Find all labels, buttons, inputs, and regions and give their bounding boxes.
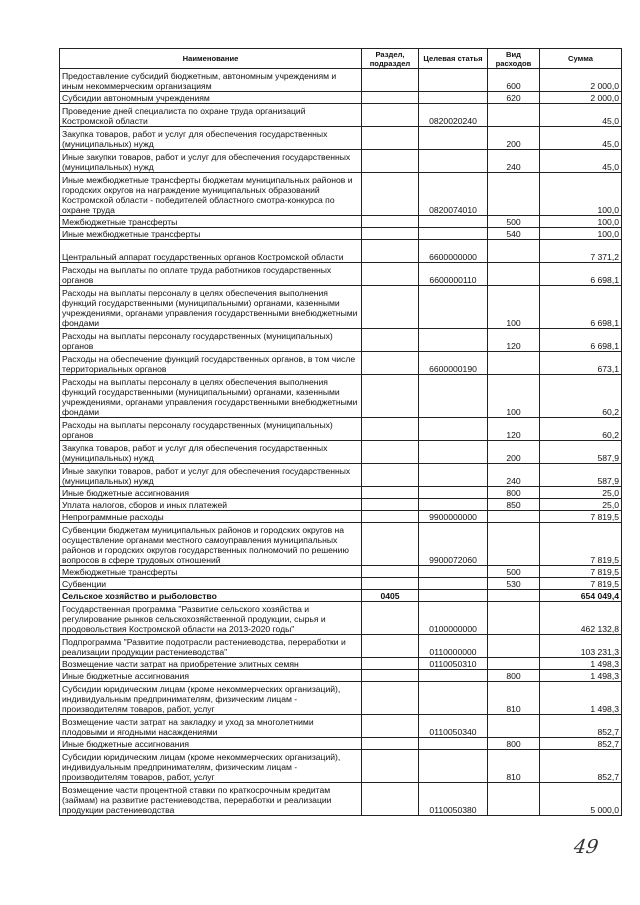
cell-name: Расходы на выплаты персоналу в целях обеспечения выполнения функций государственными (муниципальными) органами, казенными учреждениями, органами управления государственными внебюджетными фондами: [60, 375, 362, 418]
cell-sum: 2 000,0: [540, 69, 622, 92]
cell-target: [419, 738, 488, 750]
cell-target: 9900072060: [419, 523, 488, 566]
cell-kind: 500: [488, 566, 540, 578]
cell-target: [419, 228, 488, 240]
cell-section: [362, 92, 419, 104]
cell-sum: 2 000,0: [540, 92, 622, 104]
cell-sum: 852,7: [540, 750, 622, 783]
cell-section: [362, 375, 419, 418]
table-row: [60, 590, 622, 602]
table-row: [60, 738, 622, 750]
cell-target: [419, 499, 488, 511]
cell-kind: 100: [488, 375, 540, 418]
cell-sum: 5 000,0: [540, 783, 622, 816]
table-header-row: [60, 49, 622, 69]
cell-sum: 587,9: [540, 464, 622, 487]
cell-name: Иные бюджетные ассигнования: [60, 670, 362, 682]
cell-name: Закупка товаров, работ и услуг для обеспечения государственных (муниципальных) нужд: [60, 127, 362, 150]
table-row: [60, 511, 622, 523]
cell-section: [362, 602, 419, 635]
cell-kind: 810: [488, 750, 540, 783]
table-row: [60, 783, 622, 816]
table-row: [60, 418, 622, 441]
cell-section: [362, 682, 419, 715]
cell-sum: 7 819,5: [540, 566, 622, 578]
cell-name: Иные межбюджетные трансферты: [60, 228, 362, 240]
cell-name: Государственная программа "Развитие сельского хозяйства и регулирование рынков сельскохозяйственной продукции, сырья и продовольствия Костромской области на 2013-2020 годы": [60, 602, 362, 635]
cell-target: 0100000000: [419, 602, 488, 635]
page-number: 49: [572, 836, 600, 858]
cell-sum: 6 698,1: [540, 286, 622, 329]
cell-name: Субвенции: [60, 578, 362, 590]
cell-section: [362, 750, 419, 783]
table-row: [60, 375, 622, 418]
cell-target: [419, 487, 488, 499]
table-row: [60, 715, 622, 738]
cell-name: Возмещение части затрат на приобретение элитных семян: [60, 658, 362, 670]
cell-target: 6600000110: [419, 263, 488, 286]
table-row: [60, 216, 622, 228]
cell-section: [362, 104, 419, 127]
cell-kind: 500: [488, 216, 540, 228]
table-row: [60, 523, 622, 566]
table-row: [60, 441, 622, 464]
cell-name: Расходы на выплаты по оплате труда работников государственных органов: [60, 263, 362, 286]
cell-section: [362, 464, 419, 487]
budget-table: [59, 48, 622, 816]
cell-sum: 1 498,3: [540, 682, 622, 715]
cell-sum: 1 498,3: [540, 658, 622, 670]
cell-target: 0110050340: [419, 715, 488, 738]
cell-name: Иные закупки товаров, работ и услуг для обеспечения государственных (муниципальных) нужд: [60, 150, 362, 173]
table-row: [60, 69, 622, 92]
cell-target: 6600000000: [419, 240, 488, 263]
cell-target: 0820020240: [419, 104, 488, 127]
cell-section: [362, 578, 419, 590]
table-row: [60, 104, 622, 127]
cell-name: Уплата налогов, сборов и иных платежей: [60, 499, 362, 511]
cell-name: Иные бюджетные ассигнования: [60, 487, 362, 499]
cell-section: [362, 635, 419, 658]
cell-name: Расходы на выплаты персоналу в целях обеспечения выполнения функций государственными (муниципальными) органами, казенными учреждениями, органами управления государственными внебюджетными фондами: [60, 286, 362, 329]
cell-kind: 200: [488, 441, 540, 464]
cell-kind: 530: [488, 578, 540, 590]
cell-sum: 100,0: [540, 216, 622, 228]
cell-kind: 800: [488, 738, 540, 750]
cell-target: [419, 418, 488, 441]
cell-section: [362, 418, 419, 441]
header-section: Раздел, подраздел: [362, 49, 419, 69]
cell-name: Проведение дней специалиста по охране труда организаций Костромской области: [60, 104, 362, 127]
cell-sum: 100,0: [540, 228, 622, 240]
cell-sum: 25,0: [540, 487, 622, 499]
cell-name: Иные межбюджетные трансферты бюджетам муниципальных районов и городских округов на награждение муниципальных образований Костромской области - победителей областного смотра-конкурса по охране труда: [60, 173, 362, 216]
cell-section: [362, 441, 419, 464]
cell-section: [362, 228, 419, 240]
cell-target: [419, 92, 488, 104]
cell-section: [362, 352, 419, 375]
cell-kind: [488, 173, 540, 216]
cell-sum: 25,0: [540, 499, 622, 511]
cell-kind: 100: [488, 286, 540, 329]
cell-target: [419, 750, 488, 783]
cell-target: [419, 375, 488, 418]
cell-kind: [488, 104, 540, 127]
cell-section: [362, 69, 419, 92]
cell-sum: 7 819,5: [540, 578, 622, 590]
cell-kind: [488, 715, 540, 738]
cell-sum: 45,0: [540, 150, 622, 173]
cell-section: [362, 783, 419, 816]
cell-name: Расходы на выплаты персоналу государственных (муниципальных) органов: [60, 329, 362, 352]
cell-section: [362, 216, 419, 228]
cell-kind: 810: [488, 682, 540, 715]
cell-target: [419, 566, 488, 578]
cell-target: [419, 464, 488, 487]
cell-sum: 103 231,3: [540, 635, 622, 658]
cell-section: [362, 670, 419, 682]
cell-target: 0110050380: [419, 783, 488, 816]
cell-kind: 800: [488, 487, 540, 499]
header-target: Целевая статья: [419, 49, 488, 69]
cell-section: [362, 127, 419, 150]
cell-kind: [488, 263, 540, 286]
table-row: [60, 499, 622, 511]
cell-target: [419, 329, 488, 352]
cell-kind: [488, 511, 540, 523]
cell-name: Субсидии автономным учреждениям: [60, 92, 362, 104]
cell-sum: 852,7: [540, 715, 622, 738]
cell-kind: [488, 352, 540, 375]
table-row: [60, 329, 622, 352]
cell-kind: 240: [488, 464, 540, 487]
cell-section: [362, 286, 419, 329]
cell-kind: [488, 590, 540, 602]
cell-target: [419, 682, 488, 715]
cell-target: [419, 590, 488, 602]
cell-sum: 587,9: [540, 441, 622, 464]
cell-section: [362, 150, 419, 173]
cell-target: [419, 286, 488, 329]
cell-section: [362, 738, 419, 750]
table-row: [60, 670, 622, 682]
cell-section: [362, 487, 419, 499]
cell-sum: 100,0: [540, 173, 622, 216]
table-row: [60, 263, 622, 286]
table-row: [60, 286, 622, 329]
table-row: [60, 658, 622, 670]
cell-target: 0820074010: [419, 173, 488, 216]
cell-name: Центральный аппарат государственных органов Костромской области: [60, 240, 362, 263]
cell-kind: [488, 635, 540, 658]
cell-section: 0405: [362, 590, 419, 602]
cell-kind: [488, 783, 540, 816]
cell-sum: 6 698,1: [540, 329, 622, 352]
table-row: [60, 635, 622, 658]
cell-sum: 6 698,1: [540, 263, 622, 286]
table-row: [60, 602, 622, 635]
cell-target: [419, 670, 488, 682]
cell-sum: 45,0: [540, 104, 622, 127]
cell-kind: [488, 240, 540, 263]
table-row: [60, 150, 622, 173]
cell-target: [419, 578, 488, 590]
cell-target: [419, 216, 488, 228]
cell-kind: [488, 658, 540, 670]
cell-section: [362, 566, 419, 578]
cell-name: Межбюджетные трансферты: [60, 566, 362, 578]
cell-section: [362, 658, 419, 670]
cell-target: 6600000190: [419, 352, 488, 375]
cell-name: Непрограммные расходы: [60, 511, 362, 523]
cell-kind: 540: [488, 228, 540, 240]
cell-sum: 60,2: [540, 418, 622, 441]
cell-kind: 600: [488, 69, 540, 92]
table-row: [60, 228, 622, 240]
cell-section: [362, 329, 419, 352]
cell-name: Субвенции бюджетам муниципальных районов и городских округов на осуществление органами местного самоуправления муниципальных районов и городских округов государственных полномочий по решению вопросов в сфере трудовых отношений: [60, 523, 362, 566]
cell-name: Сельское хозяйство и рыболовство: [60, 590, 362, 602]
table-row: [60, 92, 622, 104]
cell-kind: 120: [488, 329, 540, 352]
cell-target: 9900000000: [419, 511, 488, 523]
cell-name: Расходы на выплаты персоналу государственных (муниципальных) органов: [60, 418, 362, 441]
cell-target: [419, 127, 488, 150]
cell-name: Расходы на обеспечение функций государственных органов, в том числе территориальных органов: [60, 352, 362, 375]
cell-section: [362, 240, 419, 263]
table-row: [60, 127, 622, 150]
cell-kind: [488, 602, 540, 635]
cell-sum: 7 371,2: [540, 240, 622, 263]
table-row: [60, 750, 622, 783]
cell-sum: 852,7: [540, 738, 622, 750]
cell-target: [419, 69, 488, 92]
cell-name: Подпрограмма "Развитие подотрасли растениеводства, переработки и реализации продукции растениеводства": [60, 635, 362, 658]
cell-section: [362, 523, 419, 566]
table-row: [60, 464, 622, 487]
table-row: [60, 352, 622, 375]
cell-target: [419, 441, 488, 464]
cell-section: [362, 715, 419, 738]
cell-section: [362, 173, 419, 216]
cell-kind: 850: [488, 499, 540, 511]
cell-kind: 620: [488, 92, 540, 104]
cell-sum: 673,1: [540, 352, 622, 375]
cell-name: Предоставление субсидий бюджетным, автономным учреждениям и иным некоммерческим организациям: [60, 69, 362, 92]
cell-section: [362, 263, 419, 286]
cell-name: Закупка товаров, работ и услуг для обеспечения государственных (муниципальных) нужд: [60, 441, 362, 464]
cell-name: Субсидии юридическим лицам (кроме некоммерческих организаций), индивидуальным предпринимателям, физическим лицам - производителям товаров, работ, услуг: [60, 682, 362, 715]
cell-name: Иные бюджетные ассигнования: [60, 738, 362, 750]
cell-name: Возмещение части затрат на закладку и уход за многолетними плодовыми и ягодными насаждениями: [60, 715, 362, 738]
cell-sum: 60,2: [540, 375, 622, 418]
header-kind: Вид расходов: [488, 49, 540, 69]
cell-target: 0110050310: [419, 658, 488, 670]
cell-kind: 200: [488, 127, 540, 150]
table-row: [60, 682, 622, 715]
cell-name: Возмещение части процентной ставки по краткосрочным кредитам (займам) на развитие растениеводства, переработки и реализации продукции растениеводства: [60, 783, 362, 816]
cell-target: 0110000000: [419, 635, 488, 658]
cell-kind: 800: [488, 670, 540, 682]
cell-sum: 45,0: [540, 127, 622, 150]
cell-kind: 240: [488, 150, 540, 173]
cell-sum: 7 819,5: [540, 511, 622, 523]
cell-sum: 1 498,3: [540, 670, 622, 682]
cell-name: Иные закупки товаров, работ и услуг для обеспечения государственных (муниципальных) нужд: [60, 464, 362, 487]
header-sum: Сумма: [540, 49, 622, 69]
cell-sum: 462 132,8: [540, 602, 622, 635]
cell-target: [419, 150, 488, 173]
table-body: [60, 69, 622, 816]
cell-section: [362, 499, 419, 511]
table-row: [60, 173, 622, 216]
cell-section: [362, 511, 419, 523]
table-row: [60, 566, 622, 578]
cell-kind: [488, 523, 540, 566]
header-name: Наименование: [60, 49, 362, 69]
cell-sum: 654 049,4: [540, 590, 622, 602]
cell-name: Субсидии юридическим лицам (кроме некоммерческих организаций), индивидуальным предпринимателям, физическим лицам - производителям товаров, работ, услуг: [60, 750, 362, 783]
cell-name: Межбюджетные трансферты: [60, 216, 362, 228]
table-row: [60, 487, 622, 499]
cell-sum: 7 819,5: [540, 523, 622, 566]
cell-kind: 120: [488, 418, 540, 441]
table-row: [60, 578, 622, 590]
table-row: [60, 240, 622, 263]
